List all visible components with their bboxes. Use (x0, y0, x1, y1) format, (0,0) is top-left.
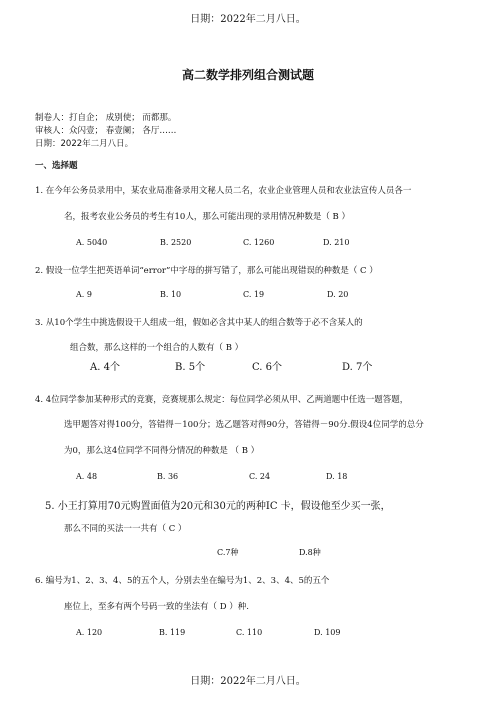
question-1-option-d: D. 210 (323, 238, 350, 247)
question-3-line-1: 3. 从10个学生中挑选假设干人组成一组，假如必含其中某人的组合数等于必不含某人的 (35, 318, 363, 328)
document-title: 高二数学排列组合测试题 (181, 68, 314, 82)
question-1-option-a: A. 5040 (76, 238, 108, 247)
question-1-line-2: 名，报考农业公务员的考生有10人，那么可能出现的录用情况种数是（ B ） (64, 212, 350, 222)
question-2-option-d: D. 20 (327, 290, 349, 299)
question-3-option-a: A. 4个 (90, 362, 120, 373)
question-4-option-c: C. 24 (249, 472, 271, 481)
question-4-option-a: A. 48 (76, 472, 98, 481)
reviewer-line: 审核人：众闪壹； 春壹阑； 各厅…… (35, 126, 177, 136)
page-footer-date: 日期：2022年二月八日。 (190, 676, 306, 687)
page-header-date: 日期：2022年二月八日。 (190, 14, 306, 25)
author-line: 制卷人：打自企； 成别使； 而都那。 (35, 113, 177, 123)
date-line: 日期：2022年二月八日。 (35, 139, 134, 149)
question-1-line-1: 1. 在今年公务员录用中，某农业局准备录用文秘人员二名，农业企业管理人员和农业法宣传人员各一 (35, 186, 412, 196)
section-heading: 一、选择题 (35, 161, 78, 171)
question-4-option-b: B. 36 (157, 472, 179, 481)
question-3-option-b: B. 5个 (175, 362, 206, 373)
question-2-option-c: C. 19 (243, 290, 265, 299)
question-6-option-d: D. 109 (314, 628, 341, 637)
question-6-line-1: 6. 编号为1、2、3、4、5的五个人，分别去坐在编号为1、2、3、4、5的五个 (35, 576, 330, 586)
question-6-option-b: B. 119 (159, 628, 186, 637)
question-6-option-a: A. 120 (76, 628, 103, 637)
question-1-option-b: B. 2520 (160, 238, 192, 247)
question-4-option-d: D. 18 (326, 472, 348, 481)
question-5-option-d: D.8种 (299, 548, 321, 557)
question-1-option-c: C. 1260 (243, 238, 275, 247)
question-3-line-2: 组合数，那么这样的一个组合的人数有（ B ） (70, 343, 244, 353)
question-2-line-1: 2. 假设一位学生把英语单词“error”中字母的拼写错了，那么可能出现错误的种数是（ C ） (35, 266, 378, 276)
question-4-line-2: 选甲题答对得100分，答错得－100分；选乙题答对得90分，答错得－90分.假设4位同学的总分 (64, 420, 424, 430)
question-5-option-c: C.7种 (217, 548, 239, 557)
question-6-line-2: 座位上，至多有两个号码一致的坐法有（ D ）种. (64, 602, 249, 612)
question-5-line-2: 那么不同的买法一一共有（ C ） (64, 524, 187, 534)
question-5-line-1: 5. 小王打算用70元购置面值为20元和30元的两种IC 卡，假设他至少买一张， (45, 501, 391, 512)
question-3-option-c: C. 6个 (252, 362, 283, 373)
question-2-option-a: A. 9 (76, 290, 92, 299)
question-4-line-3: 为0，那么这4位同学不同得分情况的种数是 （ B ） (64, 446, 260, 456)
question-3-option-d: D. 7个 (342, 362, 373, 373)
question-6-option-c: C. 110 (236, 628, 263, 637)
question-4-line-1: 4. 4位同学参加某种形式的竞赛，竞赛规那么规定：每位同学必须从甲、乙两道题中任选一题答题， (35, 395, 409, 405)
question-2-option-b: B. 10 (160, 290, 182, 299)
